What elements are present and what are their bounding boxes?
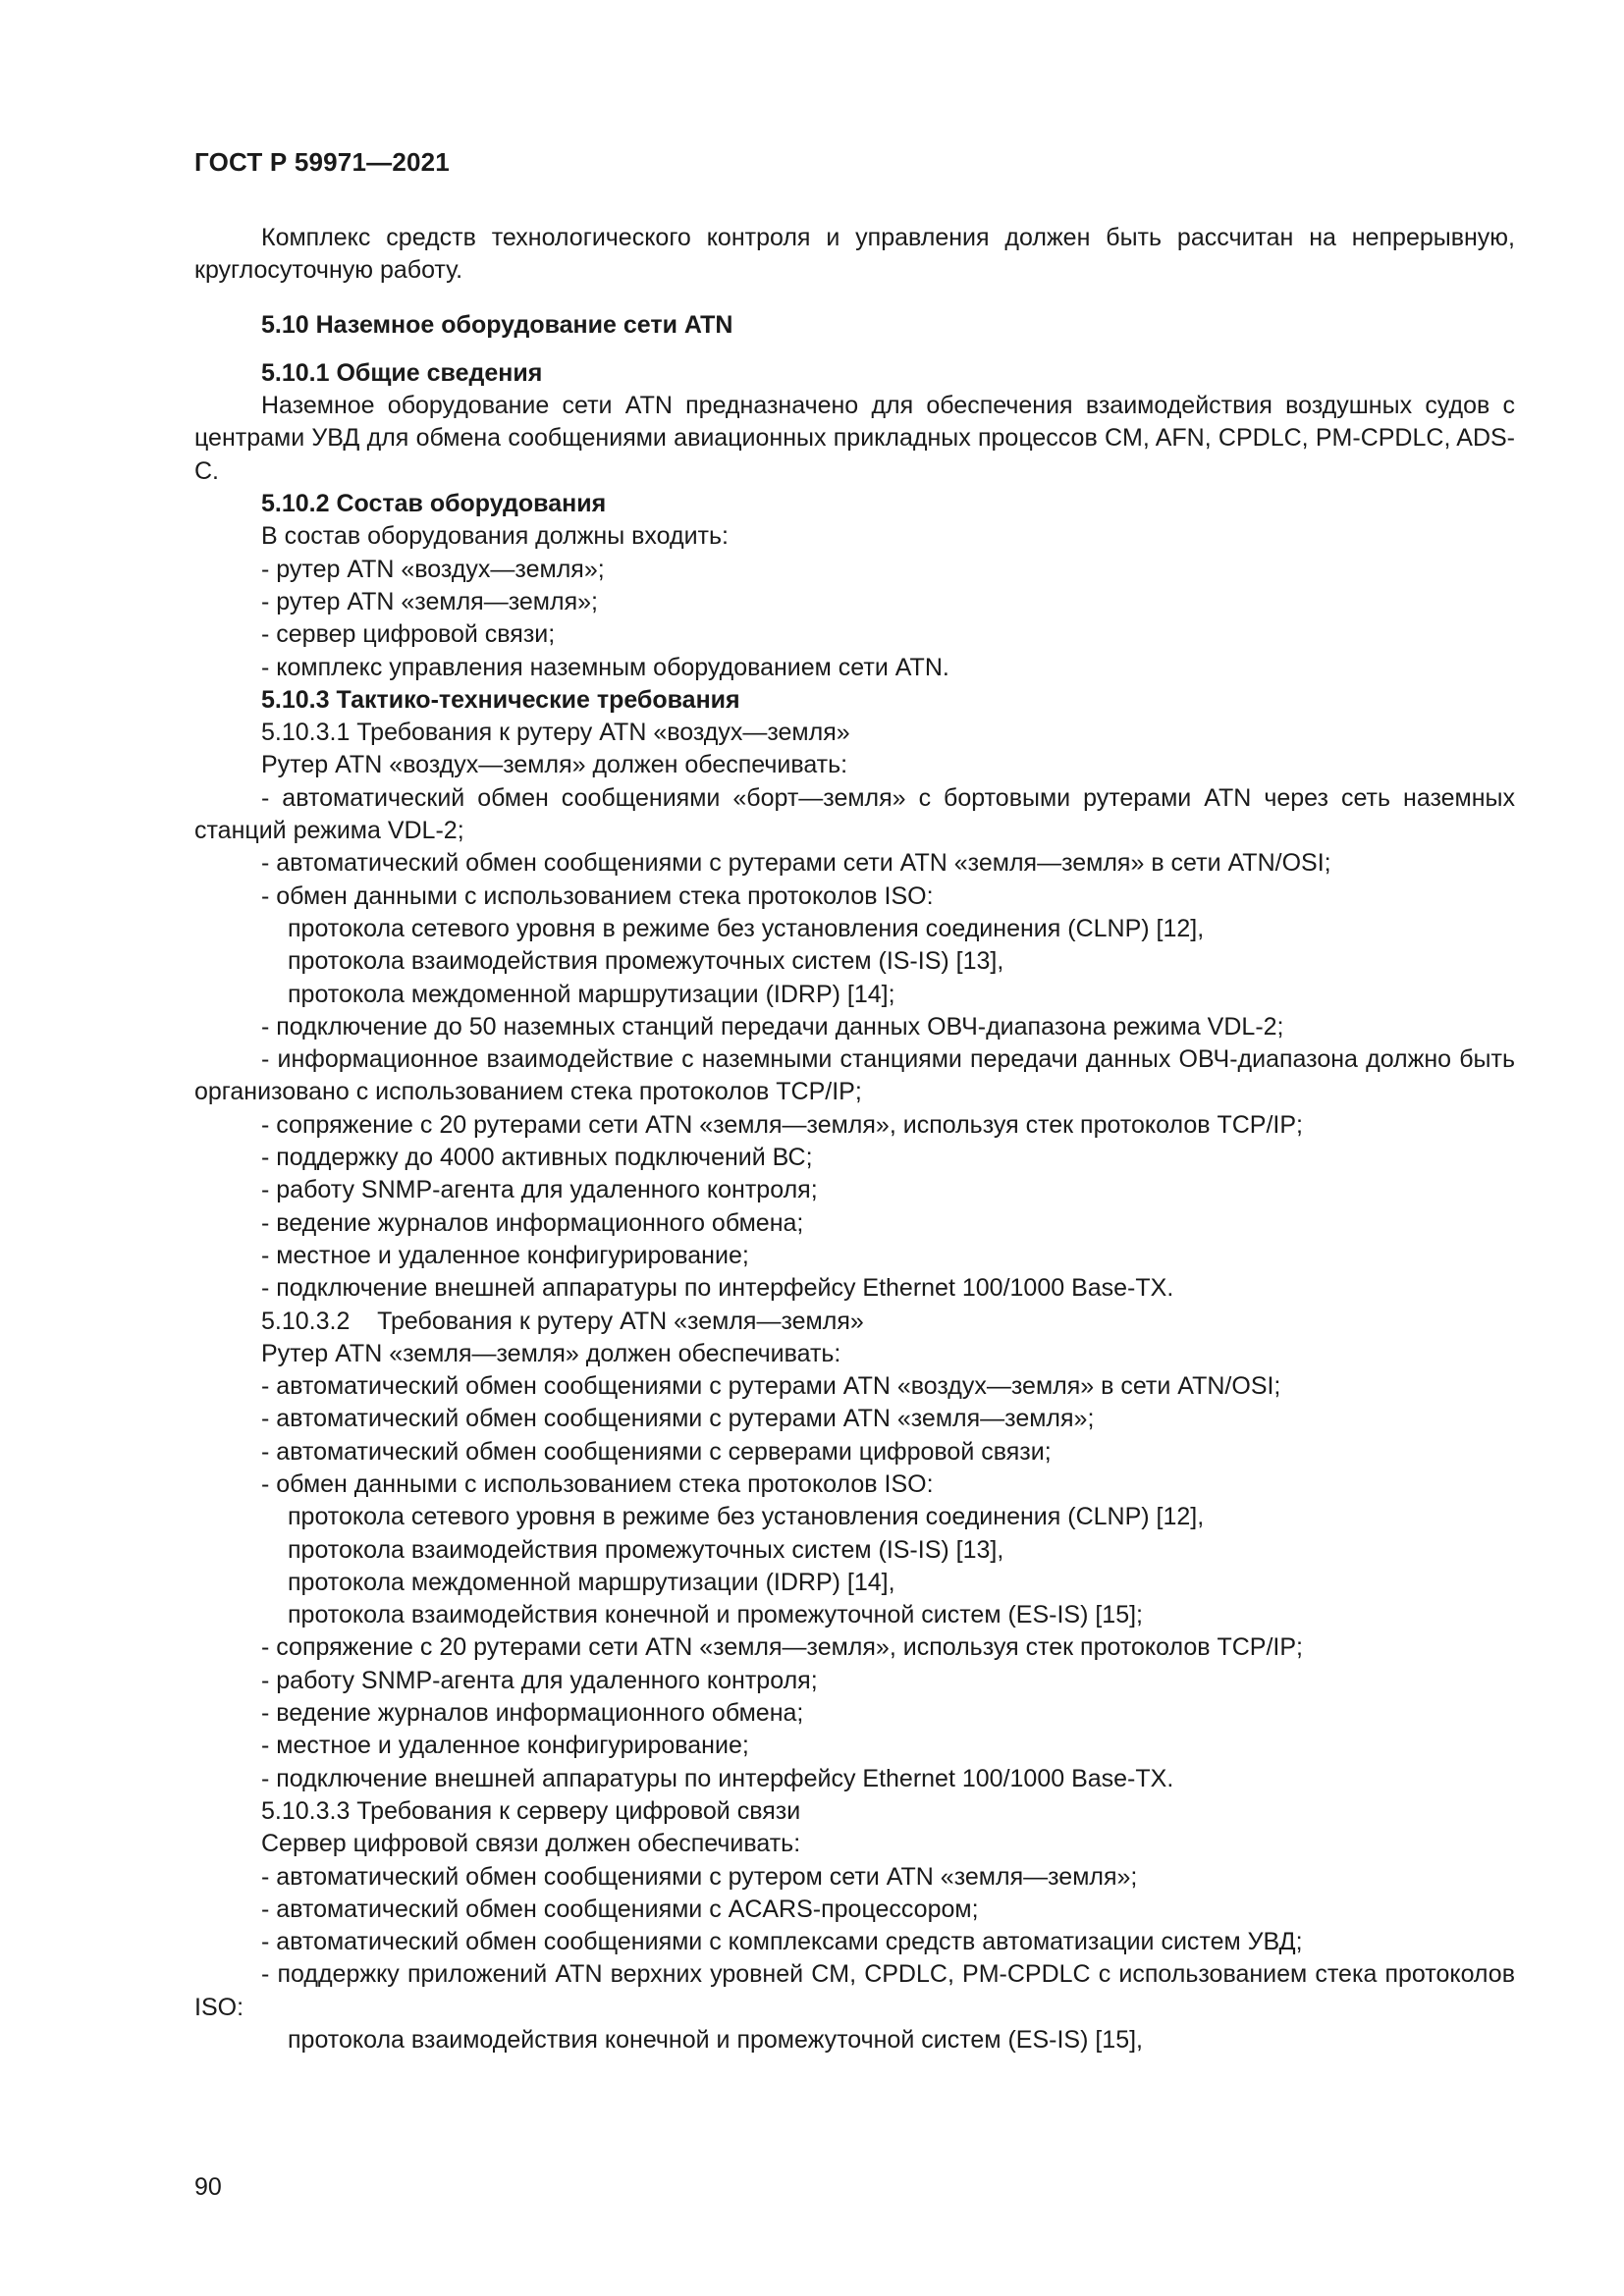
list-item: - работу SNMP-агента для удаленного контроля; <box>261 1666 818 1694</box>
sub-list-item: протокола взаимодействия промежуточных систем (IS-IS) [13], <box>288 947 1004 976</box>
list-item: - информационное взаимодействие с наземными станциями передачи данных ОВЧ-диапазона должно быть организовано с использованием стека протоколов TCP/IP; <box>194 1045 1515 1106</box>
list-item: - сопряжение с 20 рутерами сети ATN «земля—земля», используя стек протоколов TCP/IP; <box>261 1110 1303 1139</box>
list-item: - работу SNMP-агента для удаленного контроля; <box>261 1176 818 1204</box>
list-item: - автоматический обмен сообщениями с ACARS-процессором; <box>261 1895 979 1923</box>
list-item: - обмен данными с использованием стека протоколов ISO: <box>261 1469 934 1498</box>
list-item: - поддержку до 4000 активных подключений ВС; <box>261 1144 813 1172</box>
sub-list-item: протокола сетевого уровня в режиме без установления соединения (CLNP) [12], <box>288 914 1205 942</box>
paragraph: Наземное оборудование сети ATN предназначено для обеспечения взаимодействия воздушных судов с центрами УВД для обмена сообщениями авиационных прикладных процессов CM, AFN, CPDLC, PM-CPDLC, ADS-C. <box>194 392 1515 485</box>
list-item: - сопряжение с 20 рутерами сети ATN «земля—земля», используя стек протоколов TCP/IP; <box>261 1633 1303 1662</box>
list-item: - ведение журналов информационного обмена; <box>261 1208 804 1237</box>
list-item: - подключение до 50 наземных станций передачи данных ОВЧ-диапазона режима VDL-2; <box>261 1012 1284 1041</box>
sub-list-item: протокола междоменной маршрутизации (IDRP) [14], <box>288 1568 895 1596</box>
list-item: - автоматический обмен сообщениями с серверами цифровой связи; <box>261 1437 1052 1466</box>
clause-heading: 5.10.3.3 Требования к серверу цифровой связи <box>261 1796 801 1825</box>
subsection-heading: 5.10.1 Общие сведения <box>261 358 543 387</box>
list-item: - рутер ATN «земля—земля»; <box>261 587 598 615</box>
page-number: 90 <box>194 2173 222 2201</box>
list-item: - местное и удаленное конфигурирование; <box>261 1241 749 1269</box>
list-item: - ведение журналов информационного обмена; <box>261 1699 804 1728</box>
list-item: - подключение внешней аппаратуры по интерфейсу Ethernet 100/1000 Base-TX. <box>261 1274 1174 1303</box>
clause-heading: 5.10.3.1 Требования к рутеру ATN «воздух—земля» <box>261 719 850 747</box>
list-item: - автоматический обмен сообщениями с рутером сети ATN «земля—земля»; <box>261 1862 1138 1891</box>
document-body <box>194 222 1515 2056</box>
sub-list-item: протокола взаимодействия промежуточных систем (IS-IS) [13], <box>288 1535 1004 1564</box>
paragraph: В состав оборудования должны входить: <box>261 522 729 551</box>
paragraph: Рутер ATN «земля—земля» должен обеспечивать: <box>261 1339 841 1367</box>
list-item: - автоматический обмен сообщениями с рутерами сети ATN «земля—земля» в сети ATN/OSI; <box>261 849 1331 878</box>
section-heading: 5.10 Наземное оборудование сети ATN <box>261 310 733 339</box>
list-item: - автоматический обмен сообщениями «борт—земля» с бортовыми рутерами ATN через сеть наземных станций режима VDL-2; <box>194 783 1515 845</box>
list-item: - местное и удаленное конфигурирование; <box>261 1732 749 1760</box>
sub-list-item: протокола взаимодействия конечной и промежуточной систем (ES-IS) [15]; <box>288 1601 1143 1629</box>
subsection-heading: 5.10.3 Тактико-технические требования <box>261 685 740 714</box>
list-item: - рутер ATN «воздух—земля»; <box>261 555 605 583</box>
list-item: - автоматический обмен сообщениями с рутерами ATN «воздух—земля» в сети ATN/OSI; <box>261 1372 1281 1401</box>
paragraph: Рутер ATN «воздух—земля» должен обеспечивать: <box>261 751 848 779</box>
list-item: - автоматический обмен сообщениями с рутерами ATN «земля—земля»; <box>261 1405 1095 1433</box>
list-item: - обмен данными с использованием стека протоколов ISO: <box>261 881 934 910</box>
sub-list-item: протокола взаимодействия конечной и промежуточной систем (ES-IS) [15], <box>288 2026 1143 2055</box>
paragraph: Комплекс средств технологического контроля и управления должен быть рассчитан на непрерывную, круглосуточную работу. <box>194 224 1515 285</box>
list-item: - подключение внешней аппаратуры по интерфейсу Ethernet 100/1000 Base-TX. <box>261 1764 1174 1792</box>
list-item: - поддержку приложений ATN верхних уровней CM, CPDLC, PM-CPDLC с использованием стека протоколов ISO: <box>194 1960 1515 2021</box>
sub-list-item: протокола сетевого уровня в режиме без установления соединения (CLNP) [12], <box>288 1503 1205 1531</box>
list-item: - автоматический обмен сообщениями с комплексами средств автоматизации систем УВД; <box>261 1928 1303 1956</box>
list-item: - сервер цифровой связи; <box>261 620 556 649</box>
sub-list-item: протокола междоменной маршрутизации (IDRP) [14]; <box>288 980 895 1008</box>
subsection-heading: 5.10.2 Состав оборудования <box>261 490 607 518</box>
paragraph: Сервер цифровой связи должен обеспечивать: <box>261 1830 801 1858</box>
document-header: ГОСТ Р 59971—2021 <box>194 147 450 177</box>
clause-heading: 5.10.3.2 Требования к рутеру ATN «земля—земля» <box>261 1307 864 1335</box>
list-item: - комплекс управления наземным оборудованием сети ATN. <box>261 653 949 681</box>
